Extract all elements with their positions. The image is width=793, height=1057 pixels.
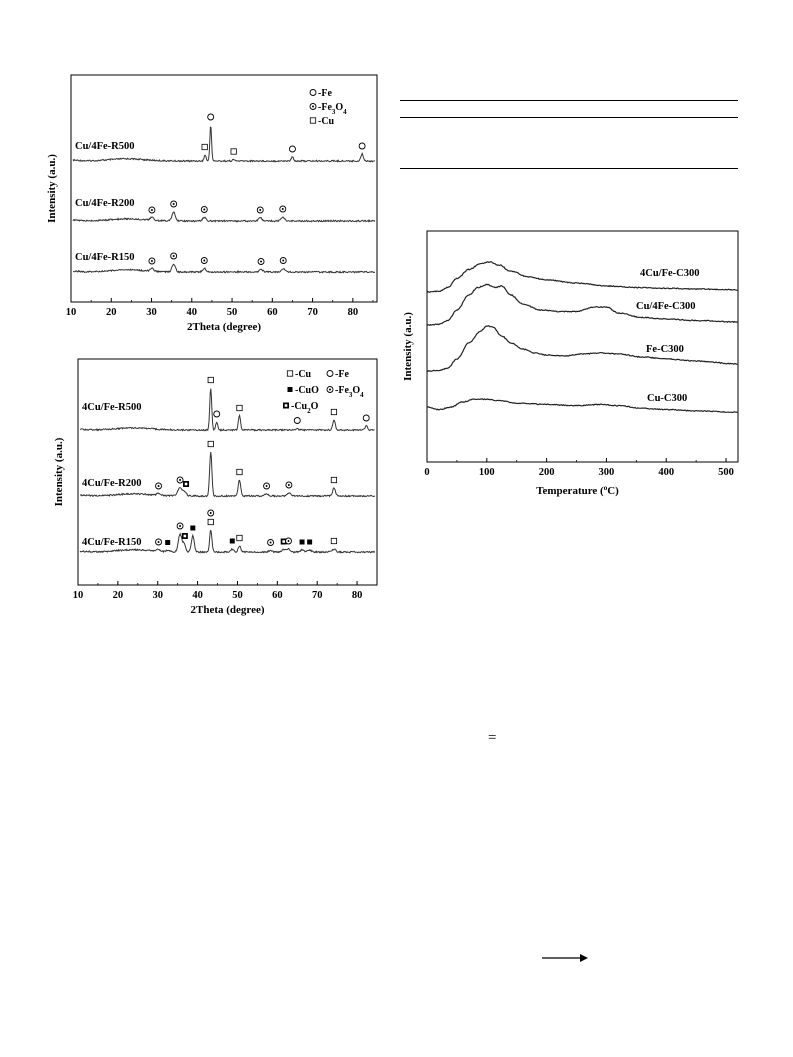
plot-frame [427, 231, 738, 462]
x-tick-label: 80 [347, 307, 359, 318]
tpr-series-line [427, 399, 737, 413]
table-header-rule [400, 117, 738, 118]
x-tick-label: 20 [106, 307, 117, 318]
series-label: 4Cu/Fe-R200 [82, 478, 142, 489]
x-tick-label: 0 [424, 467, 430, 478]
x-tick-label: 40 [192, 590, 203, 601]
x-tick-label: 30 [146, 307, 157, 318]
x-tick-label: 50 [226, 307, 238, 318]
x-tick-label: 60 [272, 590, 283, 601]
table-bottom-rule [400, 168, 738, 169]
x-tick-label: 300 [598, 467, 615, 478]
x-tick-label: 70 [307, 307, 318, 318]
legend-label: $-Cu_2O$ [291, 401, 319, 415]
legend-label: -CuO [295, 385, 319, 396]
x-tick-label: 10 [72, 590, 84, 601]
x-tick-label: 500 [718, 467, 734, 478]
x-tick-label: 40 [186, 307, 198, 318]
right-arrow-icon [540, 952, 590, 964]
legend-label: -Fe [318, 88, 332, 99]
x-tick-label: 100 [478, 467, 495, 478]
x-axis-label: 2Theta (degree) [190, 604, 265, 616]
x-tick-label: 70 [311, 590, 323, 601]
series-label: Fe-C300 [646, 344, 684, 355]
y-axis-label: Intensity (a.u.) [53, 437, 65, 507]
table-top-rule [400, 100, 738, 101]
series-label: Cu/4Fe-R150 [75, 252, 135, 263]
x-tick-label: 60 [267, 307, 278, 318]
series-label: Cu/4Fe-R200 [75, 198, 135, 209]
series-label: Cu/4Fe-R500 [75, 141, 135, 152]
legend-label: -Fe [335, 369, 349, 380]
legend-label: $-Fe_3O_4$ [318, 102, 347, 116]
x-axis-label: 2Theta (degree) [186, 321, 262, 333]
x-tick-label: 20 [112, 590, 124, 601]
tpr-series-line [427, 326, 737, 372]
y-axis-label: Intensity (a.u.) [46, 154, 58, 223]
x-tick-label: 80 [351, 590, 363, 601]
series-label: 4Cu/Fe-R500 [82, 402, 142, 413]
x-tick-label: 10 [65, 307, 77, 318]
plot-area [402, 231, 738, 497]
series-label: Cu-C300 [647, 393, 688, 404]
series-label: 4Cu/Fe-R150 [82, 537, 142, 548]
x-tick-label: 30 [152, 590, 163, 601]
y-axis-label: Intensity (a.u.) [402, 312, 414, 381]
series-label: 4Cu/Fe-C300 [640, 268, 700, 279]
equals-sign: = [488, 730, 497, 746]
x-tick-label: 200 [538, 467, 555, 478]
legend-label: $-Fe_3O_4$ [335, 385, 364, 399]
x-tick-label: 50 [232, 590, 243, 601]
series-label: Cu/4Fe-C300 [636, 301, 696, 312]
x-axis-label: Temperature ($^o$C) [536, 484, 619, 497]
legend-label: -Cu [318, 116, 335, 127]
legend-label: -Cu [295, 369, 312, 380]
x-tick-label: 400 [658, 467, 675, 478]
